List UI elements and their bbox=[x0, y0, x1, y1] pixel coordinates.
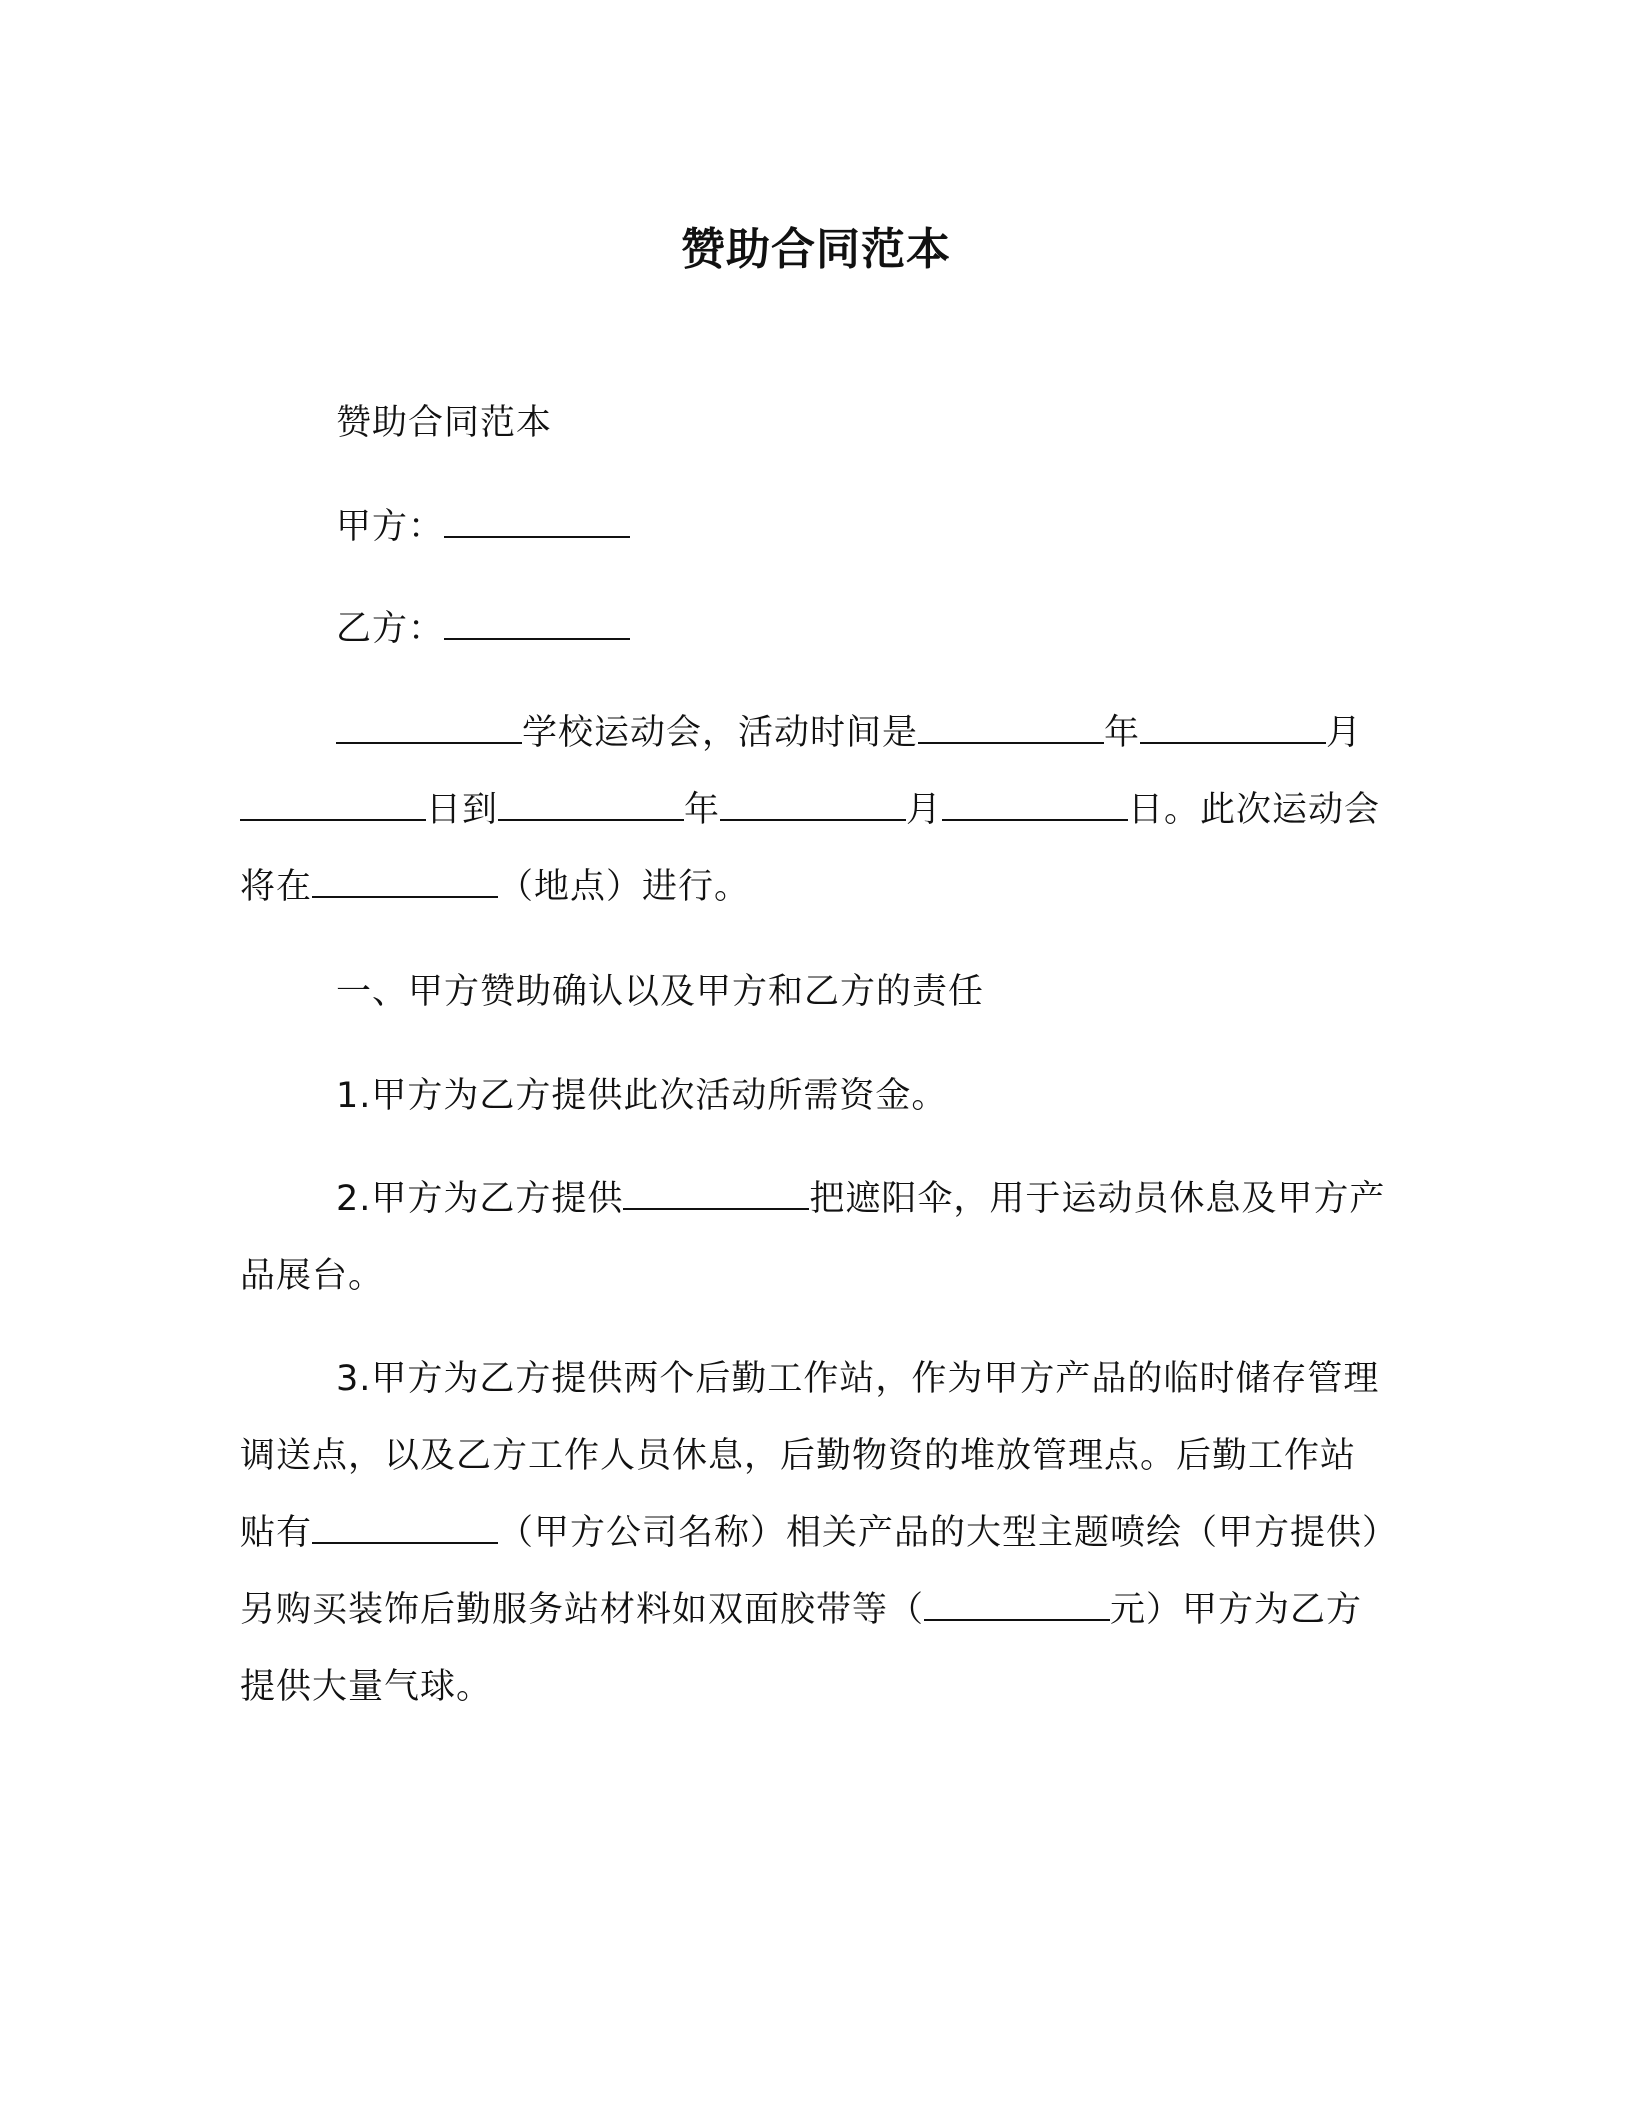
party-b-blank bbox=[444, 608, 630, 640]
item-3 bbox=[240, 1341, 1390, 1726]
intro-day-end-text: 日。此次运动会将在 bbox=[240, 790, 1381, 907]
document-subtitle: 赞助合同范本 bbox=[336, 403, 553, 443]
document-title: 赞助合同范本 bbox=[681, 224, 951, 275]
item-2-after: 把遮阳伞，用于运动员休息及甲方产品展台。 bbox=[240, 1179, 1386, 1296]
intro-month-text: 月 bbox=[1326, 713, 1363, 753]
party-b-label: 乙方： bbox=[336, 609, 445, 649]
start-day-blank bbox=[240, 789, 426, 821]
item-3-after: 元）甲方为乙方提供大量气球。 bbox=[240, 1590, 1363, 1707]
item-2 bbox=[240, 1161, 1390, 1315]
item-2-before: 2.甲方为乙方提供 bbox=[336, 1179, 624, 1219]
end-year-blank bbox=[498, 789, 684, 821]
party-a-blank bbox=[444, 506, 630, 538]
intro-month-text-2: 月 bbox=[906, 790, 943, 830]
intro-school-text: 学校运动会，活动时间是 bbox=[522, 713, 919, 753]
party-a-label: 甲方： bbox=[336, 507, 445, 547]
section-1-heading: 一、甲方赞助确认以及甲方和乙方的责任 bbox=[336, 972, 985, 1012]
intro-year-text-2: 年 bbox=[684, 790, 721, 830]
end-month-blank bbox=[720, 789, 906, 821]
item-1: 1.甲方为乙方提供此次活动所需资金。 bbox=[336, 1076, 948, 1116]
start-year-blank bbox=[918, 712, 1104, 744]
intro-day-to-text: 日到 bbox=[426, 790, 499, 830]
place-blank bbox=[312, 866, 498, 898]
amount-blank bbox=[924, 1589, 1110, 1621]
company-name-blank bbox=[312, 1512, 498, 1544]
end-day-blank bbox=[942, 789, 1128, 821]
school-blank bbox=[336, 712, 522, 744]
intro-paragraph bbox=[240, 695, 1390, 926]
umbrella-count-blank bbox=[623, 1178, 809, 1210]
item-3-middle: （甲方公司名称）相关产品的大型主题喷绘（甲方提供）另购买装饰后勤服务站材料如双面胶带等（ bbox=[240, 1513, 1381, 1630]
intro-year-text: 年 bbox=[1104, 713, 1141, 753]
party-b-line bbox=[240, 591, 1390, 668]
intro-place-text: （地点）进行。 bbox=[498, 867, 751, 907]
item-3-before: 3.甲方为乙方提供两个后勤工作站，作为甲方产品的临时储存管理调送点，以及乙方工作人员休息，后勤物资的堆放管理点。后勤工作站贴有 bbox=[240, 1359, 1380, 1553]
party-a-line bbox=[240, 489, 1390, 566]
start-month-blank bbox=[1140, 712, 1326, 744]
